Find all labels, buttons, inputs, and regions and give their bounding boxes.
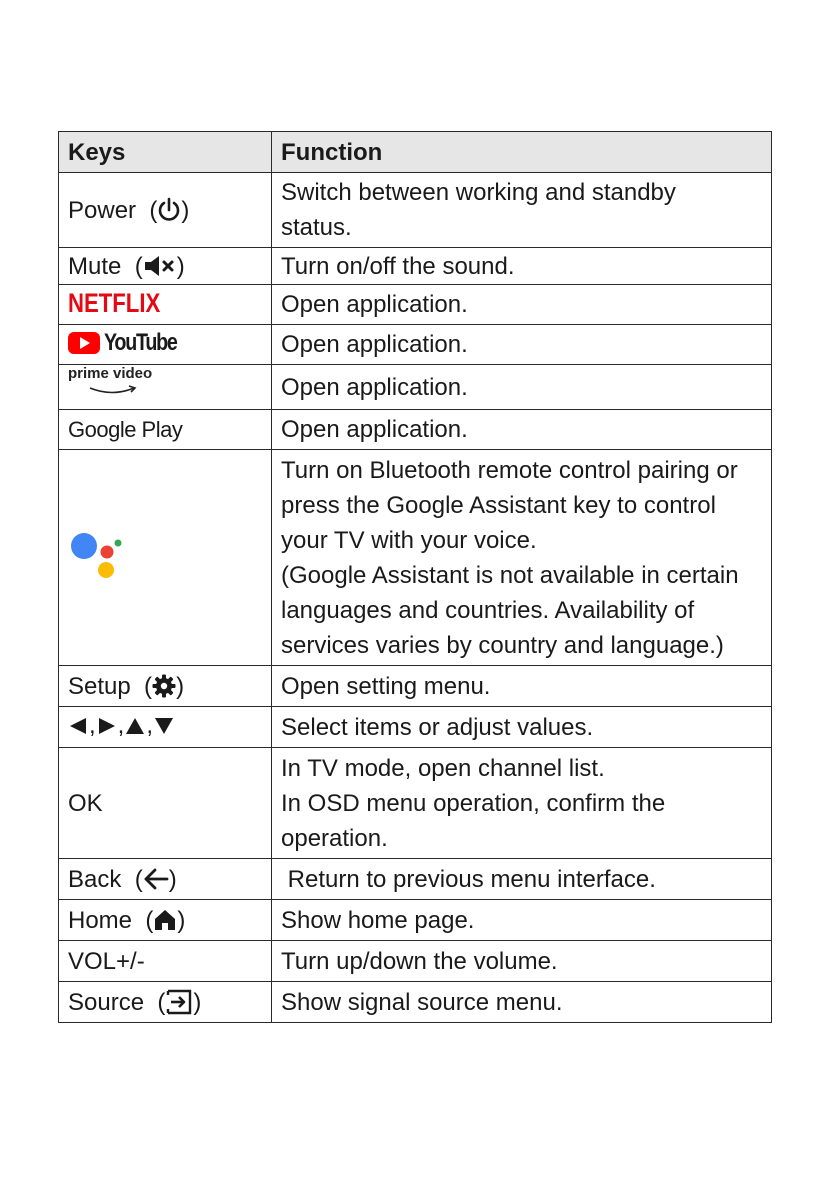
key-google-play	[59, 410, 272, 450]
table-row	[59, 173, 772, 248]
key-back: Back ( )	[59, 859, 272, 900]
prime-video-logo: prime video	[68, 363, 152, 398]
right-arrow-icon	[97, 716, 117, 736]
function-prime-video: Open application.	[272, 365, 772, 410]
table-row	[59, 248, 772, 285]
key-label: Source	[68, 988, 145, 1016]
function-youtube: Open application.	[272, 325, 772, 365]
up-arrow-icon	[125, 716, 145, 736]
table-row	[59, 859, 772, 900]
table-row	[59, 707, 772, 748]
key-label: Back	[68, 865, 122, 893]
table-row	[59, 900, 772, 941]
header-function: Function	[272, 132, 772, 173]
home-icon	[153, 908, 177, 932]
table-row	[59, 982, 772, 1023]
key-volume	[59, 941, 272, 982]
left-arrow-icon	[68, 716, 88, 736]
power-icon	[157, 197, 181, 223]
key-mute: Mute ( )	[59, 248, 272, 285]
key-label: Setup	[68, 672, 131, 700]
function-source: Show signal source menu.	[272, 982, 772, 1023]
key-prime-video	[59, 365, 272, 410]
key-label: Mute	[68, 252, 122, 280]
function-power: Switch between working and standby status.	[272, 173, 772, 248]
key-label: Power	[68, 196, 137, 224]
table-row	[59, 941, 772, 982]
key-label: VOL+/-	[68, 947, 145, 975]
youtube-logo-icon	[68, 332, 100, 354]
source-icon	[165, 989, 193, 1015]
key-ok	[59, 748, 272, 859]
function-ok: In TV mode, open channel list. In OSD menu operation, confirm the operation.	[272, 748, 772, 859]
key-label: OK	[68, 789, 103, 817]
key-arrows: , , ,	[59, 707, 272, 748]
function-mute: Turn on/off the sound.	[272, 248, 772, 285]
function-google-assistant: Turn on Bluetooth remote control pairing or press the Google Assistant key to control your TV with your voice. (Google Assistant is not available in certain languages and countries. Availability of services varies by country and language.)	[272, 450, 772, 666]
table-row	[59, 285, 772, 325]
netflix-logo: NETFLIX	[68, 288, 161, 318]
key-source: Source ( )	[59, 982, 272, 1023]
table-header-row	[59, 132, 772, 173]
key-google-assistant	[59, 450, 272, 666]
function-arrows: Select items or adjust values.	[272, 707, 772, 748]
table-row	[59, 410, 772, 450]
mute-icon	[143, 255, 177, 277]
back-arrow-icon	[143, 867, 169, 891]
table-row	[59, 450, 772, 666]
key-netflix	[59, 285, 272, 325]
function-back: Return to previous menu interface.	[272, 859, 772, 900]
table-row	[59, 748, 772, 859]
function-setup: Open setting menu.	[272, 666, 772, 707]
function-netflix: Open application.	[272, 285, 772, 325]
gear-icon	[152, 674, 176, 698]
key-home: Home ( )	[59, 900, 272, 941]
function-volume: Turn up/down the volume.	[272, 941, 772, 982]
table-row	[59, 365, 772, 410]
key-power: Power ( )	[59, 173, 272, 248]
remote-keys-table	[58, 131, 772, 1023]
youtube-logo: YouTube	[104, 329, 177, 357]
function-home: Show home page.	[272, 900, 772, 941]
header-keys: Keys	[59, 132, 272, 173]
function-google-play: Open application.	[272, 410, 772, 450]
down-arrow-icon	[154, 716, 174, 736]
key-setup: Setup ( )	[59, 666, 272, 707]
table-row	[59, 325, 772, 365]
google-assistant-icon	[68, 528, 128, 588]
amazon-smile-icon	[68, 385, 138, 397]
table-row	[59, 666, 772, 707]
google-play-logo: Google Play	[68, 417, 183, 442]
key-youtube	[59, 325, 272, 365]
key-label: Home	[68, 906, 133, 934]
